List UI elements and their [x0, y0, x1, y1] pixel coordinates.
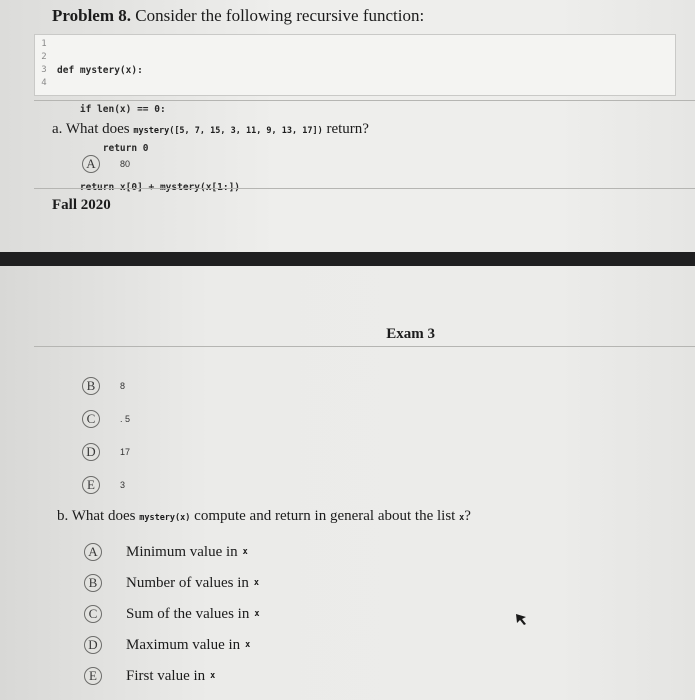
option-b-text: Number of values in	[126, 574, 249, 591]
option-a-choice[interactable]	[84, 543, 248, 561]
option-b-bubble[interactable]: B	[82, 377, 100, 395]
option-a-text: 80	[120, 159, 131, 169]
option-c-bubble[interactable]: C	[82, 410, 100, 428]
question-b-var: x	[459, 513, 465, 523]
option-d-choice[interactable]	[84, 636, 250, 654]
option-e-text: 3	[120, 480, 126, 490]
option-d-choice[interactable]	[82, 443, 130, 461]
problem-intro: Consider the following recursive function:	[135, 6, 425, 25]
option-c-choice[interactable]	[82, 410, 130, 428]
option-a-bubble[interactable]: A	[84, 543, 102, 561]
line-number: 4	[41, 78, 47, 88]
list-var: x	[253, 578, 260, 588]
list-var: x	[210, 671, 216, 681]
question-a-suffix: return?	[326, 121, 369, 137]
option-a-text: Minimum value in	[126, 543, 238, 560]
list-var: x	[245, 640, 251, 650]
question-a-text	[52, 121, 369, 138]
option-c-choice[interactable]	[84, 605, 259, 623]
option-b-text: 8	[120, 381, 126, 391]
problem-title	[52, 6, 424, 26]
option-d-text: Maximum value in	[126, 636, 241, 653]
divider	[34, 188, 695, 189]
option-e-choice[interactable]	[84, 667, 215, 685]
option-e-bubble[interactable]: E	[82, 476, 100, 494]
option-b-bubble[interactable]: B	[84, 574, 102, 592]
option-d-bubble[interactable]: D	[84, 636, 102, 654]
option-e-bubble[interactable]: E	[84, 667, 102, 685]
code-line-numbers	[35, 38, 53, 90]
problem-label: Problem 8.	[52, 6, 132, 25]
option-e-choice[interactable]	[82, 476, 125, 494]
question-a-prefix: a. What does	[52, 121, 130, 137]
divider	[34, 346, 695, 347]
option-c-text: Sum of the values in	[126, 605, 250, 622]
question-b-text	[57, 508, 471, 525]
question-b-middle: compute and return in general about the list	[194, 508, 456, 524]
option-a-choice[interactable]	[82, 155, 130, 173]
exam-label: Exam 3	[386, 326, 435, 342]
code-line: def mystery(x):	[57, 65, 143, 76]
question-b-call: mystery(x)	[139, 513, 191, 523]
option-c-text: . 5	[120, 414, 131, 424]
line-number: 2	[41, 52, 47, 62]
option-c-bubble[interactable]: C	[84, 605, 102, 623]
option-d-bubble[interactable]: D	[82, 443, 100, 461]
option-e-text: First value in	[126, 667, 206, 684]
divider	[34, 100, 695, 101]
exam-page-top	[0, 0, 695, 252]
question-a-call: mystery([5, 7, 15, 3, 11, 9, 13, 17])	[133, 126, 323, 136]
list-var: x	[242, 547, 248, 557]
option-a-bubble[interactable]: A	[82, 155, 100, 173]
line-number: 1	[41, 39, 47, 49]
line-number: 3	[41, 65, 47, 75]
code-line: if len(x) == 0:	[57, 104, 166, 115]
option-d-text: 17	[120, 447, 131, 457]
code-line: return 0	[57, 143, 149, 154]
question-b-suffix: ?	[464, 508, 471, 524]
mouse-cursor-icon	[514, 612, 528, 626]
option-b-choice[interactable]	[82, 377, 125, 395]
semester-label: Fall 2020	[52, 197, 111, 213]
option-b-choice[interactable]	[84, 574, 259, 592]
question-b-prefix: b. What does	[57, 508, 136, 524]
list-var: x	[254, 609, 260, 619]
